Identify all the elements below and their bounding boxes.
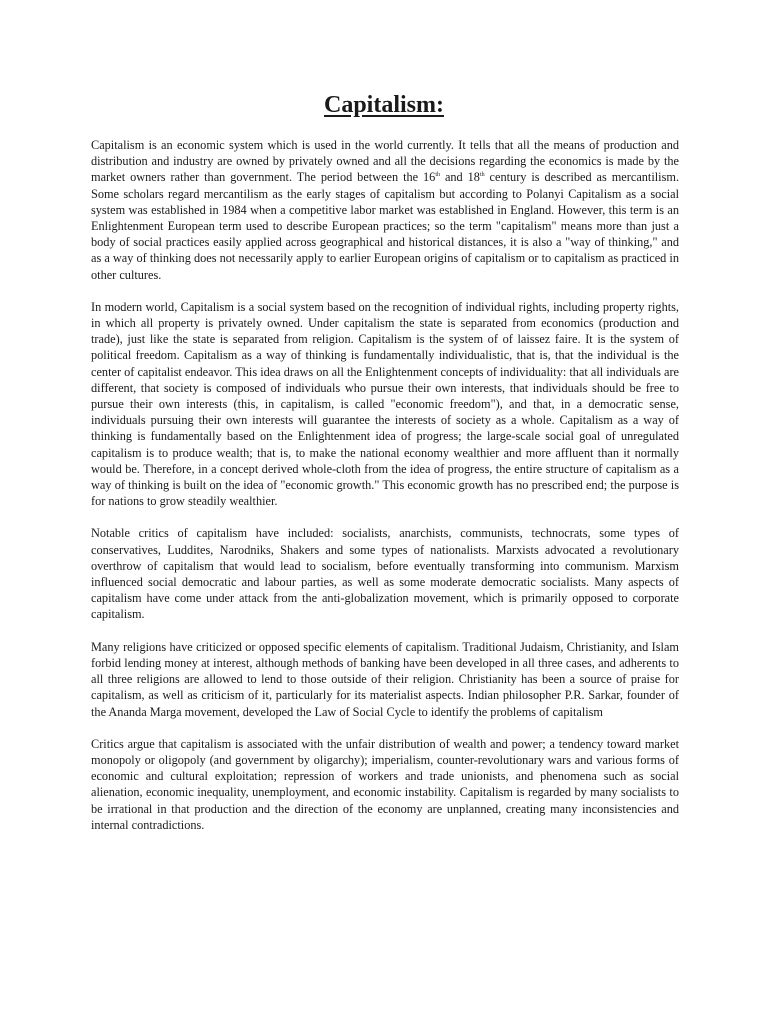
paragraph-1: [91, 137, 679, 283]
page-title: Capitalism:: [324, 92, 444, 118]
paragraph-4: Many religions have criticized or opposed specific elements of capitalism. Traditional Judaism, Christianity, and Islam forbid lending money at interest, although methods of banking have been developed in all three cases, and adherents to all three religions are allowed to lend to those outside of their religion. Christianity has been a source of praise for capitalism, as well as criticism of it, particularly for its materialist aspects. Indian philosopher P.R. Sarkar, founder of the Ananda Marga movement, developed the Law of Social Cycle to identify the problems of capitalism: [91, 639, 679, 719]
superscript-th-2: th: [479, 172, 485, 179]
paragraph-5: Critics argue that capitalism is associated with the unfair distribution of wealth and power; a tendency toward market monopoly or oligopoly (and government by oligarchy); imperialism, counter-revolutionary wars and various forms of economic and cultural exploitation; repression of workers and trade unionists, and phenomena such as social alienation, economic inequality, unemployment, and economic instability. Capitalism is regarded by many socialists to be irrational in that production and the direction of the economy are unplanned, creating many inconsistencies and internal contradictions.: [91, 736, 679, 832]
document-body: [91, 137, 679, 849]
paragraph-1-text-a: Capitalism is an economic system which is used in the world currently. It tells that all the means of production and distribution and industry are owned by privately owned and all the decisions regarding the economics is made by the market owners rather than government. The period between the 16: [91, 138, 679, 185]
paragraph-3: Notable critics of capitalism have included: socialists, anarchists, communists, technocrats, some types of conservatives, Luddites, Narodniks, Shakers and some types of nationalists. Marxists advocated a revolutionary overthrow of capitalism that would lead to socialism, before eventually transforming into communism. Marxism influenced social democratic and labour parties, as well as some moderate democratic socialists. Many aspects of capitalism have come under attack from the anti-globalization movement, which is primarily opposed to corporate capitalism.: [91, 526, 679, 622]
paragraph-1-text-c: century is described as mercantilism. Some scholars regard mercantilism as the early stages of capitalism but according to Polanyi Capitalism as a social system was established in 1984 when a competitive labor market was established in England. However, this term is an Enlightenment European term used to describe European practices; so the term "capitalism" means more than just a body of social practices easily applied across geographical and historical distances, it is also a "way of thinking," and as a way of thinking does not necessarily apply to earlier European origins of capitalism or to capitalism as practiced in other cultures.: [91, 170, 680, 282]
paragraph-1-text-b: and 18: [440, 170, 480, 185]
paragraph-2: In modern world, Capitalism is a social system based on the recognition of individual rights, including property rights, in which all property is privately owned. Under capitalism the state is separated from economics (production and trade), just like the state is separated from religion. Capitalism is the system of of laissez faire. It is the system of political freedom. Capitalism as a way of thinking is fundamentally individualistic, that is, that the individual is the center of capitalist endeavor. This idea draws on all the Enlightenment concepts of individuality: that all individuals are different, that society is composed of individuals who pursue their own interests, that individuals should be free to pursue their own interests (this, in capitalism, is called "economic freedom"), and that, in a democratic sense, individuals pursuing their own interests will guarantee the interests of society as a whole. Capitalism as a way of thinking is fundamentally based on the Enlightenment idea of progress; the large-scale social goal of unregulated capitalism is to produce wealth; that is, to make the national economy wealthier and more affluent than it normally would be. Therefore, in a concept derived whole-cloth from the idea of progress, the entire structure of capitalism as a way of thinking is built on the idea of "economic growth." This economic growth has no prescribed end; the purpose is for nations to grow steadily wealthier.: [91, 299, 679, 509]
superscript-th-1: th: [435, 172, 441, 179]
